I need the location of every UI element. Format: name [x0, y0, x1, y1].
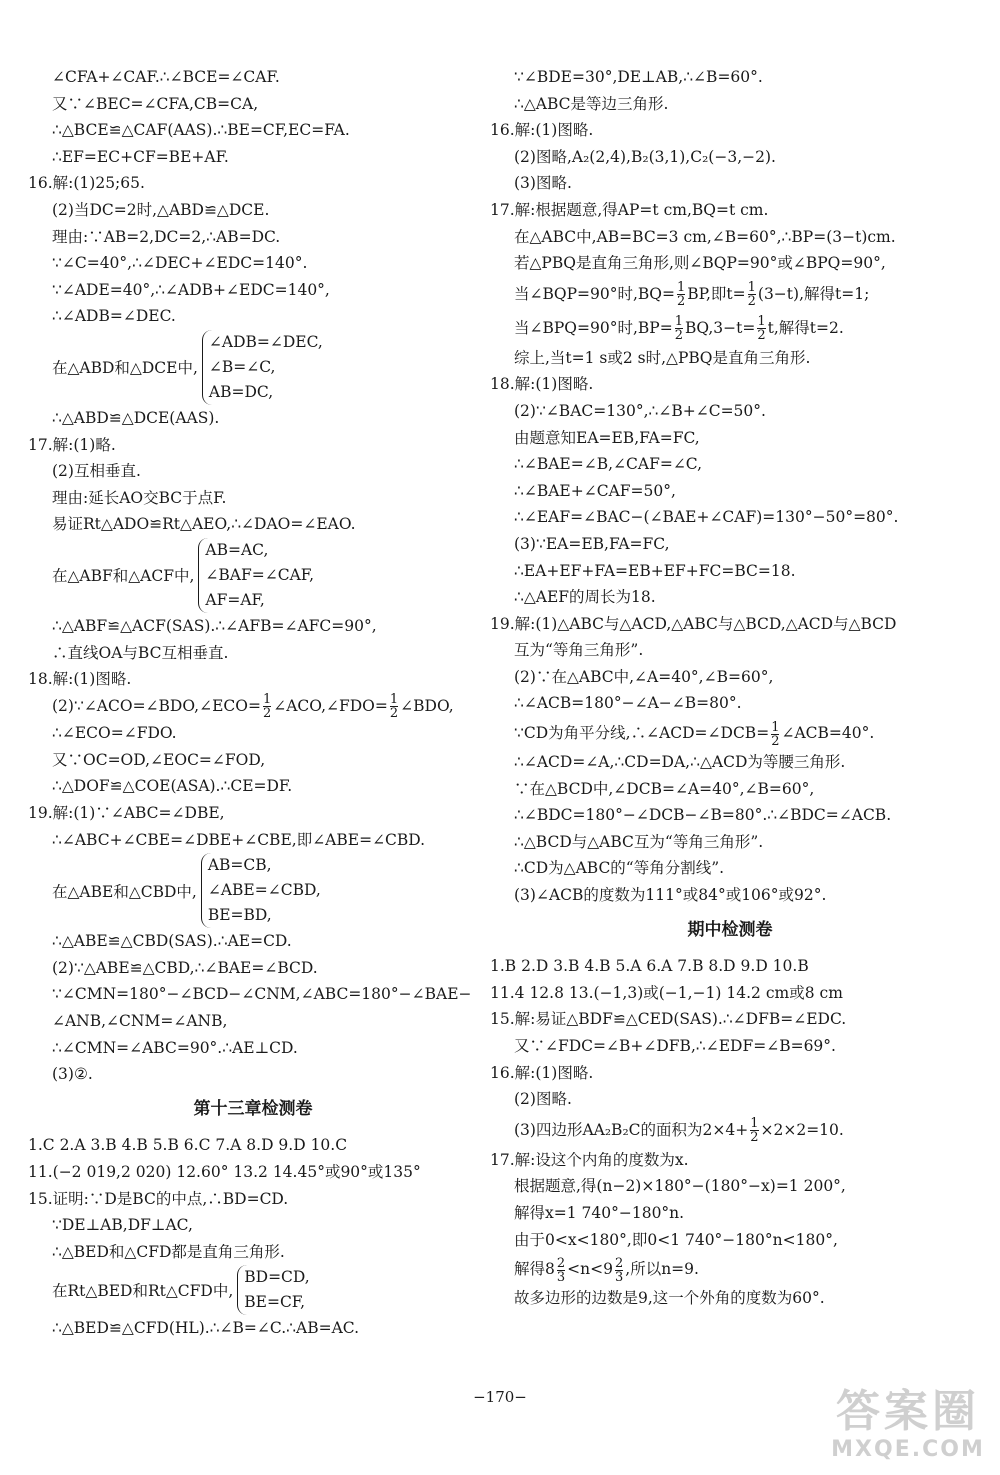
text-line: 理由:∵AB=2,DC=2,∴AB=DC. — [52, 227, 281, 246]
answer-row: 11.4 12.8 13.(−1,3)或(−1,−1) 14.2 cm或8 cm — [490, 983, 843, 1002]
text-line: ∴∠BAE=∠B,∠CAF=∠C, — [514, 455, 703, 474]
text-line: ∴EA+EF+FA=EB+EF+FC=BC=18. — [514, 561, 796, 580]
text-line: (3)图略. — [514, 174, 572, 193]
left-column — [28, 64, 478, 1342]
text-segment: <n<9 — [567, 1260, 613, 1279]
text-line: ∴CD为△ABC的“等角分割线”. — [514, 859, 725, 878]
page-number: −170− — [473, 1388, 527, 1406]
answer-heading: 16.解:(1)图略. — [490, 121, 594, 140]
brace-item: ∠ADB=∠DEC, — [208, 332, 323, 351]
text-line: ∴∠ABC+∠CBE=∠DBE+∠CBE,即∠ABE=∠CBD. — [52, 830, 426, 849]
text-segment: 当∠BPQ=90°时,BP= — [514, 318, 673, 337]
text-line: 又∵∠BEC=∠CFA,CB=CA, — [52, 94, 259, 113]
fraction — [675, 315, 683, 342]
brace-system — [28, 1265, 478, 1315]
fraction-denominator: 2 — [750, 1130, 759, 1146]
text-line-with-fraction — [490, 1253, 970, 1285]
text-line: ∴∠BAE+∠CAF=50°, — [514, 481, 676, 500]
fraction — [757, 315, 765, 342]
answer-row: 11.(−2 019,2 020) 12.60° 13.2 14.45°或90°或135° — [28, 1162, 421, 1181]
text-line: (2)图略. — [514, 1090, 572, 1109]
text-line-with-fraction — [490, 717, 970, 749]
answer-heading: 15.解:易证△BDF≌△CED(SAS).∴∠DFB=∠EDC. — [490, 1010, 847, 1029]
text-line: 又∵OC=OD,∠EOC=∠FOD, — [52, 750, 266, 769]
fraction — [748, 281, 756, 308]
watermark-text: 答案圈 — [836, 1386, 980, 1437]
text-segment: (3−t),解得t=1; — [757, 284, 870, 303]
fraction-denominator: 2 — [757, 328, 766, 344]
fraction-denominator: 2 — [389, 706, 399, 722]
text-line: ∵在△BCD中,∠DCB=∠A=40°,∠B=60°, — [514, 779, 815, 798]
fraction-denominator: 2 — [677, 294, 686, 310]
brace-item: ∠B=∠C, — [208, 357, 276, 376]
text-line-with-fraction — [28, 693, 478, 721]
text-segment: ∵CD为角平分线,∴∠ACD=∠DCB= — [514, 724, 770, 743]
text-line: (2)∵△ABE≌△CBD,∴∠BAE=∠BCD. — [52, 958, 318, 977]
text-segment: ×2×2=10. — [760, 1120, 844, 1139]
text-segment: ∠BDO, — [400, 696, 454, 715]
text-line: 理由:延长AO交BC于点F. — [52, 488, 227, 507]
text-segment: ∠ACB=40°. — [781, 724, 875, 743]
text-line: ∴△ABF≌△ACF(SAS).∴∠AFB=∠AFC=90°, — [52, 616, 377, 635]
fraction-numerator: 1 — [389, 692, 399, 708]
fraction-numerator: 1 — [674, 314, 683, 330]
text-line: 综上,当t=1 s或2 s时,△PBQ是直角三角形. — [514, 348, 811, 367]
text-line: 易证Rt△ADO≌Rt△AEO,∴∠DAO=∠EAO. — [52, 515, 356, 534]
text-line: 互为“等角三角形”. — [514, 641, 644, 660]
answer-heading: 18.解:(1)图略. — [490, 375, 594, 394]
fraction-numerator: 1 — [750, 1116, 759, 1132]
text-line: ∵∠ADE=40°,∴∠ADB+∠EDC=140°, — [52, 280, 330, 299]
text-line: ∴△ABE≌△CBD(SAS).∴AE=CD. — [52, 932, 292, 951]
fraction — [557, 1257, 565, 1284]
text-line: ∴△ABC是等边三角形. — [514, 94, 669, 113]
brace-item: ∠BAF=∠CAF, — [205, 565, 315, 584]
watermark-logo — [828, 1387, 988, 1469]
text-line: ∴△ABD≌△DCE(AAS). — [52, 408, 220, 427]
section-title: 期中检测卷 — [687, 919, 773, 940]
fraction-numerator: 2 — [556, 1255, 566, 1271]
fraction-denominator: 2 — [771, 733, 780, 749]
text-line: 又∵∠FDC=∠B+∠DFB,∴∠EDF=∠B=69°. — [514, 1037, 836, 1055]
text-line: ∴△BED和△CFD都是直角三角形. — [52, 1242, 285, 1261]
text-segment: ∠ACO,∠FDO= — [273, 696, 388, 715]
text-line: ∴△DOF≌△COE(ASA).∴CE=DF. — [52, 777, 293, 796]
fraction-numerator: 1 — [677, 280, 686, 296]
text-line: ∴∠BDC=180°−∠DCB−∠B=80°.∴∠BDC=∠ACB. — [514, 806, 892, 825]
text-line: (2)互相垂直. — [52, 462, 141, 481]
text-line: ∴∠ACB=180°−∠A−∠B=80°. — [514, 694, 742, 713]
text-line: ∴△BED≌△CFD(HL).∴∠B=∠C.∴AB=AC. — [52, 1319, 360, 1338]
text-line: ∵∠C=40°,∴∠DEC+∠EDC=140°. — [52, 254, 308, 273]
brace-group — [237, 1265, 309, 1315]
brace-system — [28, 853, 478, 928]
fraction-denominator: 3 — [614, 1269, 624, 1285]
text-line: ∴∠CMN=∠ABC=90°.∴AE⊥CD. — [52, 1038, 298, 1057]
brace-group — [202, 330, 323, 405]
text-line: ∴直线OA与BC互相垂直. — [52, 643, 229, 662]
text-line: ∵DE⊥AB,DF⊥AC, — [52, 1216, 193, 1235]
text-line: ∵∠BDE=30°,DE⊥AB,∴∠B=60°. — [514, 68, 763, 86]
fraction-denominator: 2 — [747, 294, 756, 310]
text-line: 故多边形的边数是9,这一个外角的度数为60°. — [514, 1289, 825, 1308]
text-line: 根据题意,得(n−2)×180°−(180°−x)=1 200°, — [514, 1177, 846, 1196]
answer-heading: 16.解:(1)25;65. — [28, 174, 145, 193]
text-line: ∴∠ECO=∠FDO. — [52, 724, 177, 743]
answer-row: 1.B 2.D 3.B 4.B 5.A 6.A 7.B 8.D 9.D 10.B — [490, 957, 809, 976]
text-line: ∴△AEF的周长为18. — [514, 588, 656, 607]
fraction-denominator: 2 — [262, 706, 272, 722]
text-line-with-fraction — [490, 277, 970, 311]
text-line: 若△PBQ是直角三角形,则∠BQP=90°或∠BPQ=90°, — [514, 254, 886, 273]
text-line: (3)∵EA=EB,FA=FC, — [514, 534, 670, 553]
brace-item: AB=DC, — [208, 382, 274, 401]
fraction-denominator: 3 — [556, 1269, 566, 1285]
answer-heading: 17.解:设这个内角的度数为x. — [490, 1150, 689, 1169]
brace-item: AF=AF, — [205, 590, 265, 609]
text-line: ∴∠ADB=∠DEC. — [52, 307, 176, 326]
answer-heading: 17.解:根据题意,得AP=t cm,BQ=t cm. — [490, 200, 769, 219]
brace-item: AB=AC, — [205, 540, 269, 559]
fraction-numerator: 1 — [757, 314, 766, 330]
brace-prefix: 在△ABD和△DCE中, — [52, 359, 198, 378]
fraction — [390, 693, 398, 720]
text-segment: BP,即t= — [687, 284, 746, 303]
answer-heading: 18.解:(1)图略. — [28, 670, 132, 689]
fraction-numerator: 1 — [747, 280, 756, 296]
text-line: (2)∵∠BAC=130°,∴∠B+∠C=50°. — [514, 401, 766, 420]
brace-item: BE=CF, — [244, 1293, 306, 1312]
answer-heading: 17.解:(1)略. — [28, 435, 116, 454]
text-segment: BQ,3−t= — [685, 318, 756, 337]
fraction-denominator: 2 — [674, 328, 683, 344]
brace-item: ∠ABE=∠CBD, — [207, 881, 321, 900]
text-line: (2)图略,A₂(2,4),B₂(3,1),C₂(−3,−2). — [514, 147, 776, 166]
fraction — [263, 693, 271, 720]
brace-prefix: 在△ABF和△ACF中, — [52, 567, 195, 586]
watermark-url: MXQE.COM — [831, 1437, 985, 1462]
section-title: 第十三章检测卷 — [193, 1098, 313, 1119]
brace-item: AB=CB, — [207, 856, 272, 875]
answer-heading: 19.解:(1)∵∠ABC=∠DBE, — [28, 803, 225, 822]
brace-group — [198, 538, 314, 613]
right-column — [490, 64, 970, 1312]
text-line: (2)∵在△ABC中,∠A=40°,∠B=60°, — [514, 667, 774, 686]
brace-prefix: 在Rt△BED和Rt△CFD中, — [52, 1282, 234, 1301]
fraction-numerator: 1 — [262, 692, 272, 708]
brace-system — [28, 330, 478, 405]
answer-heading: 15.证明:∵D是BC的中点,∴BD=CD. — [28, 1189, 289, 1208]
text-line: ∠ANB,∠CNM=∠ANB, — [52, 1011, 228, 1030]
brace-group — [201, 853, 321, 928]
text-line: 解得x=1 740°−180°n. — [514, 1203, 685, 1222]
fraction — [677, 281, 685, 308]
text-line: 在△ABC中,AB=BC=3 cm,∠B=60°,∴BP=(3−t)cm. — [514, 227, 896, 246]
text-line: ∵∠CMN=180°−∠BCD−∠CNM,∠ABC=180°−∠BAE− — [52, 985, 472, 1004]
text-segment: 解得8 — [514, 1260, 555, 1279]
text-segment: t,解得t=2. — [767, 318, 844, 337]
text-line: 由题意知EA=EB,FA=FC, — [514, 428, 700, 447]
answer-heading: 16.解:(1)图略. — [490, 1063, 594, 1082]
fraction-numerator: 1 — [771, 719, 780, 735]
text-line: (3)②. — [52, 1065, 93, 1084]
answer-row: 1.C 2.A 3.B 4.B 5.B 6.C 7.A 8.D 9.D 10.C — [28, 1136, 348, 1155]
brace-item: BD=CD, — [244, 1268, 310, 1287]
text-line: 由于0<x<180°,即0<1 740°−180°n<180°, — [514, 1230, 838, 1249]
brace-system — [28, 538, 478, 613]
fraction — [771, 721, 779, 748]
brace-prefix: 在△ABE和△CBD中, — [52, 882, 197, 901]
text-segment: 当∠BQP=90°时,BQ= — [514, 284, 675, 303]
fraction-numerator: 2 — [614, 1255, 624, 1271]
text-line: (3)∠ACB的度数为111°或84°或106°或92°. — [514, 886, 827, 905]
text-segment: ,所以n=9. — [625, 1260, 699, 1279]
text-line-with-fraction — [490, 1113, 970, 1147]
text-line-with-fraction — [490, 311, 970, 345]
fraction — [750, 1117, 758, 1144]
text-line: ∴△BCE≌△CAF(AAS).∴BE=CF,EC=FA. — [52, 121, 350, 140]
fraction — [615, 1257, 623, 1284]
text-line: ∴EF=EC+CF=BE+AF. — [52, 147, 229, 166]
answer-heading: 19.解:(1)△ABC与△ACD,△ABC与△BCD,△ACD与△BCD — [490, 614, 897, 633]
text-segment: (3)四边形AA₂B₂C的面积为2×4+ — [514, 1120, 749, 1139]
text-line: ∴∠EAF=∠BAC−(∠BAE+∠CAF)=130°−50°=80°. — [514, 508, 899, 527]
brace-item: BE=BD, — [207, 906, 272, 925]
text-line: ∴△BCD与△ABC互为“等角三角形”. — [514, 832, 764, 851]
text-line: ∠CFA+∠CAF.∴∠BCE=∠CAF. — [52, 68, 280, 86]
text-line: ∴∠ACD=∠A,∴CD=DA,∴△ACD为等腰三角形. — [514, 753, 846, 772]
text-segment: (2)∵∠ACO=∠BDO,∠ECO= — [52, 696, 261, 715]
text-line: (2)当DC=2时,△ABD≌△DCE. — [52, 200, 270, 219]
